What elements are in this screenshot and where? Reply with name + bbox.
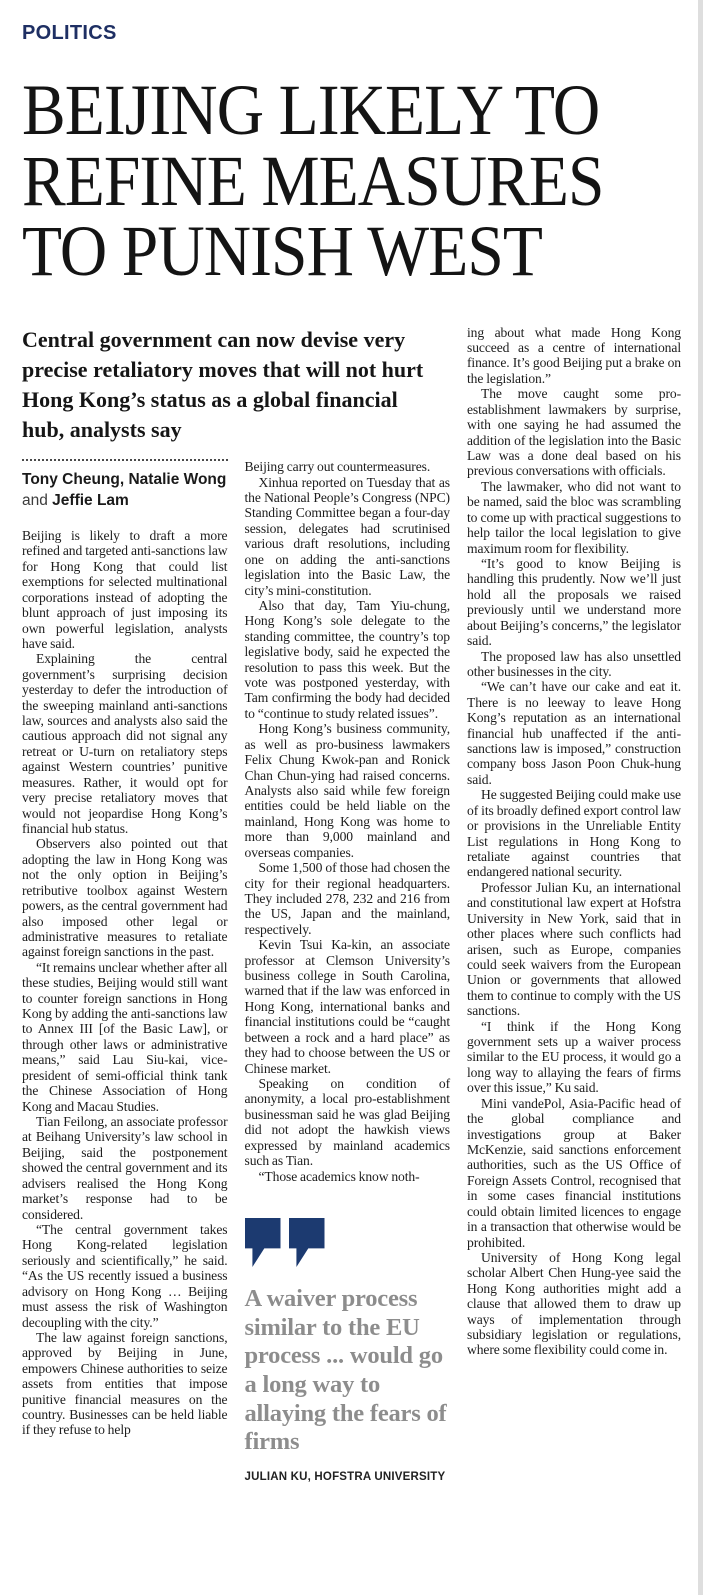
pull-quote-attribution: JULIAN KU, HOFSTRA UNIVERSITY: [244, 1470, 446, 1483]
body-paragraph: Professor Julian Ku, an international and constitutional law expert at Hofstra University in New York, said that in other places where such conflicts had arisen, such as Europe, companies could seek waivers from the European Union or governments that allowed them to continue to comply with the US sanctions.: [467, 879, 681, 1019]
body-paragraph: Speaking on condition of anonymity, a local pro-establishment businessman said he was glad Beijing did not adopt the hawkish views expressed by mainland academics such as Tian.: [244, 1076, 450, 1169]
body-paragraph: Xinhua reported on Tuesday that as the National People’s Congress (NPC) Standing Committee began a four-day session, delegates had scrutinised various draft resolutions, including one on adding the anti-sanctions legislation into the Basic Law, the city’s mini-constitution.: [244, 474, 450, 598]
pull-quote-text: A waiver process similar to the EU process ... would go a long way to allaying the fears of firms: [244, 1284, 447, 1456]
body-paragraph: Hong Kong’s business community, as well as pro-business lawmakers Felix Chung Kwok-pan and Ronick Chan Chun-ying had raised concerns. Analysts also said while few foreign entities could be held liable on the mainland, Hong Kong was home to more than 9,000 mainland and overseas companies.: [244, 721, 450, 860]
body-paragraph: Kevin Tsui Ka-kin, an associate professor at Clemson University’s business college in South Carolina, warned that if the law was enforced in Hong Kong, international banks and financial institutions could be “caught between a rock and a hard place” as they had to choose between the US or Chinese market.: [244, 937, 450, 1076]
left-two-column-area: [22, 325, 450, 1483]
headline-line-3: TO PUNISH WEST: [22, 211, 542, 292]
section-kicker: POLITICS: [22, 22, 117, 44]
body-paragraph: The move caught some pro-establishment lawmakers by surprise, with one saying he had assumed the addition of the legislation into the Basic Law was a done deal based on his previous conversations with officials.: [467, 386, 681, 479]
byline-authors-1: Tony Cheung, Natalie Wong: [22, 471, 227, 489]
body-paragraph: Beijing carry out countermeasures.: [244, 459, 431, 475]
page-edge-shadow: [698, 0, 703, 1595]
body-paragraph: “We can’t have our cake and eat it. There is no leeway to leave Hong Kong’s reputation as an international financial hub unaffected if the anti-sanctions law is imposed,” construction company boss Jason Poon Chuk-hung said.: [467, 679, 681, 787]
headline: [22, 70, 622, 292]
headline-line-2: REFINE MEASURES: [22, 140, 604, 221]
headline-line-1: BEIJING LIKELY TO: [22, 70, 600, 150]
body-paragraph: The lawmaker, who did not want to be named, said the bloc was scrambling to come up with practical suggestions to help tailor the local legislation to give maximum room for flexibility.: [467, 478, 681, 556]
byline-conjunction: and: [22, 492, 53, 510]
article-body: [22, 325, 681, 1483]
body-paragraph: Also that day, Tam Yiu-chung, Hong Kong’s sole delegate to the standing committee, the country’s top legislative body, said he expected the resolution to pass this week. But the vote was postponed yesterday, with Tam confirming the body had decided to “continue to study related issues”.: [244, 597, 450, 721]
byline-dotted-rule: [22, 459, 228, 461]
body-paragraph: Tian Feilong, an associate professor at Beihang University’s law school in Beijing, said the postponement showed the central government and its advisers realised the Hong Kong market’s response had to be considered.: [22, 1114, 228, 1222]
byline-authors-2: Jeffie Lam: [52, 492, 129, 510]
body-paragraph: University of Hong Kong legal scholar Albert Chen Hung-yee said the Hong Kong authorities might add a clause that allowed them to draw up ways of implementation through subsidiary legislation or regulations, where some flexibility could come in.: [467, 1249, 681, 1358]
quote-mark-icon: [245, 1218, 281, 1267]
body-paragraph: “Those academics know noth-: [258, 1168, 420, 1184]
column-3-paragraphs: [467, 325, 681, 1358]
column-1-paragraphs: [22, 528, 228, 1438]
body-paragraph: “The central government takes Hong Kong-related legislation seriously and scientifically,” he said. “As the US recently issued a business advisory on Hong Kong … Beijing must assess the risk of Washington decoupling with the city.”: [22, 1221, 228, 1330]
byline-block: [22, 459, 228, 512]
body-paragraph: Observers also pointed out that adopting the law in Hong Kong was not the only option in Beijing’s retributive toolbox against Western powers, as the central government had also imposed other legal or administrative measures to retaliate against foreign sanctions in the past.: [22, 836, 228, 960]
standfirst: Central government can now devise very precise retaliatory moves that will not hurt Hong Kong’s status as a global financial hub, analysts say: [22, 326, 424, 443]
body-paragraph: Some 1,500 of those had chosen the city for their regional headquarters. They included 278, 232 and 216 from the US, Japan and the mainland, respectively.: [244, 860, 450, 937]
column-3: [467, 325, 681, 1483]
body-paragraph: ing about what made Hong Kong succeed as a centre of international finance. It’s good Beijing put a brake on the legislation.”: [467, 324, 681, 386]
body-paragraph: “I think if the Hong Kong government sets up a waiver process similar to the EU process, it would go a long way to allaying the fears of firms over this issue,” Ku said.: [467, 1018, 681, 1096]
body-paragraph: Mini vandePol, Asia-Pacific head of the global compliance and investigations group at Baker McKenzie, said sanctions enforcement authorities, such as the US Office of Foreign Assets Control, recognised that in some cases financial institutions could obtain limited licences to engage in a transaction that otherwise would be prohibited.: [467, 1095, 681, 1250]
body-paragraph: Explaining the central government’s surprising decision yesterday to defer the introduction of the sweeping mainland anti-sanctions law, sources and analysts also said the cautious approach did not signal any retreat or U-turn on retaliatory steps against Western countries’ punitive measures. Rather, it would opt for very precise retaliatory moves that would not jeopardise Hong Kong’s financial hub status.: [22, 651, 228, 836]
column-2: [245, 459, 451, 1483]
quote-mark-icon: [289, 1218, 325, 1267]
quote-marks: [245, 1218, 451, 1267]
pull-quote: [245, 1214, 451, 1483]
byline: [22, 470, 228, 512]
body-paragraph: The law against foreign sanctions, approved by Beijing in June, empowers Chinese authorities to seize assets from entities that impose punitive financial measures on the country. Businesses can be held liable if they refuse to help: [22, 1329, 228, 1438]
column-2-paragraphs: [245, 459, 451, 1184]
body-paragraph: The proposed law has also unsettled other businesses in the city.: [467, 648, 681, 679]
two-column-grid: [22, 459, 450, 1483]
body-paragraph: “It’s good to know Beijing is handling this prudently. Now we’ll just hold all the proposals we raised previously until we understand more about Beijing’s concerns,” the legislator said.: [467, 555, 681, 649]
body-paragraph: He suggested Beijing could make use of its broadly defined export control law or provisions in the Unreliable Entity List regulations in Hong Kong to retaliate against countries that endangered national security.: [467, 787, 681, 880]
body-paragraph: Beijing is likely to draft a more refined and targeted anti-sanctions law for Hong Kong that could list exemptions for selected multinational corporations instead of adopting the blunt approach of just imposing its own powerful legislation, analysts have said.: [22, 527, 228, 651]
body-paragraph: “It remains unclear whether after all these studies, Beijing would still want to counter foreign sanctions in Hong Kong by adding the anti-sanctions law to Annex III [of the Basic Law], or through other laws or administrative means,” said Lau Siu-kai, vice-president of semi-official think tank the Chinese Association of Hong Kong and Macau Studies.: [22, 959, 228, 1114]
column-1: [22, 459, 228, 1483]
